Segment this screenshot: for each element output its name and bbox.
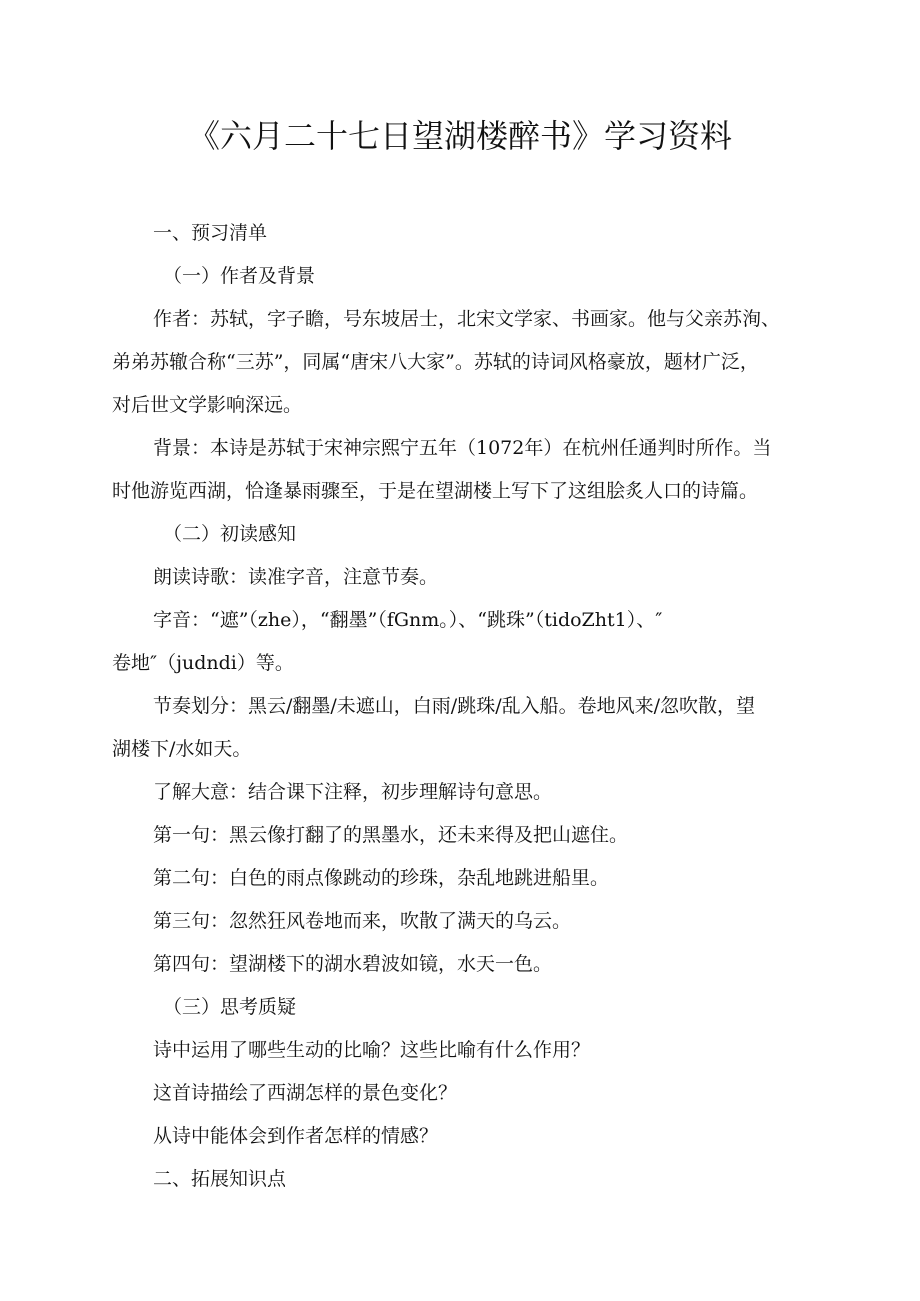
section-heading-2: 二、拓展知识点 [153, 1168, 287, 1190]
question-3: 从诗中能体会到作者怎样的情感？ [153, 1125, 439, 1147]
section-heading-1: 一、预习清单 [153, 222, 268, 244]
background-paragraph-line-1: 背景：本诗是苏轼于宋神宗熙宁五年（1072年）在杭州任通判时所作。当 [153, 437, 772, 459]
document-title: 《六月二十七日望湖楼醉书》学习资料 [187, 117, 732, 155]
read-aloud-text: 朗读诗歌：读准字音，注意节奏。 [153, 566, 439, 588]
question-2: 这首诗描绘了西湖怎样的景色变化？ [153, 1082, 458, 1104]
meaning-text: 了解大意：结合课下注释，初步理解诗句意思。 [153, 781, 553, 803]
question-1: 诗中运用了哪些生动的比喻？这些比喻有什么作用？ [153, 1039, 591, 1061]
author-paragraph-line-1: 作者：苏轼，字子瞻，号东坡居士，北宋文学家、书画家。他与父亲苏洵、 [153, 308, 781, 330]
author-paragraph-line-2: 弟弟苏辙合称“三苏”，同属“唐宋八大家”。苏轼的诗词风格豪放，题材广泛， [112, 351, 759, 373]
verse-meaning-1: 第一句：黑云像打翻了的黑墨水，还未来得及把山遮住。 [153, 824, 629, 846]
verse-meaning-2: 第二句：白色的雨点像跳动的珍珠，杂乱地跳进船里。 [153, 867, 610, 889]
rhythm-line-1: 节奏划分：黑云/翻墨/未遮山，白雨/跳珠/乱入船。卷地风来/忽吹散，望 [153, 695, 756, 717]
subsection-heading-first-reading: （二）初读感知 [163, 523, 297, 545]
subsection-heading-questions: （三）思考质疑 [163, 996, 297, 1018]
author-paragraph-line-3: 对后世文学影响深远。 [112, 394, 303, 416]
pronunciation-line-2: 卷地″（judndi）等。 [112, 652, 294, 674]
background-paragraph-line-2: 时他游览西湖，恰逢暴雨骤至，于是在望湖楼上写下了这组脍炙人口的诗篇。 [112, 480, 759, 502]
document-body [112, 212, 812, 1201]
rhythm-line-2: 湖楼下/水如天。 [112, 738, 252, 760]
subsection-heading-author-background: （一）作者及背景 [163, 265, 316, 287]
verse-meaning-4: 第四句：望湖楼下的湖水碧波如镜，水天一色。 [153, 953, 553, 975]
verse-meaning-3: 第三句：忽然狂风卷地而来，吹散了满天的乌云。 [153, 910, 572, 932]
pronunciation-line-1: 字音：“遮”（zhe），“翻墨”（fGnm。）、“跳珠”（tidoZht1）、″ [153, 609, 663, 631]
